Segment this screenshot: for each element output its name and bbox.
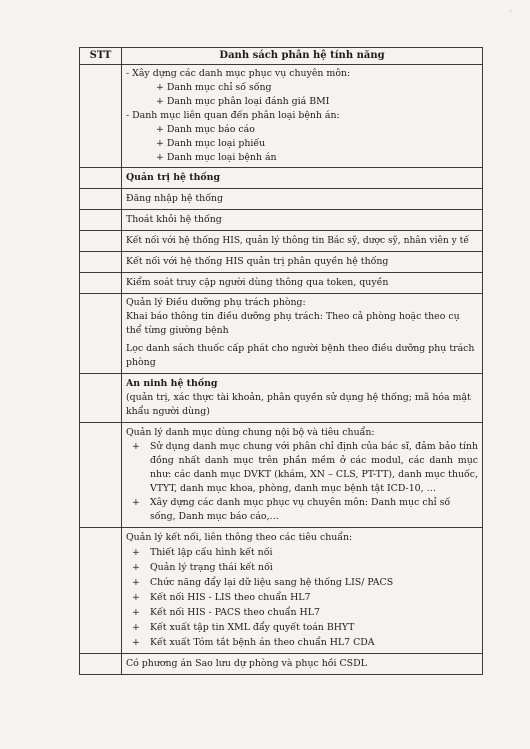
content-cell [122, 65, 483, 168]
list-item [126, 635, 478, 650]
bullet-text: Kết xuất Tóm tắt bệnh án theo chuẩn HL7 CDA [150, 637, 375, 648]
text-line: Quản lý Điều dưỡng phụ trách phòng: [126, 297, 306, 308]
feature-text: Có phương án Sao lưu dự phòng và phục hồi CSDL [126, 658, 367, 669]
table-row [80, 273, 483, 294]
stt-cell [80, 528, 122, 654]
content-cell [122, 423, 483, 528]
text-line: + Danh mục loại bệnh án [156, 152, 277, 163]
list-item [126, 560, 478, 575]
bullet-text: Kết xuất tập tin XML đẩy quyết toán BHYT [150, 622, 355, 633]
stt-cell [80, 654, 122, 675]
stt-cell [80, 210, 122, 231]
feature-text: Đăng nhập hệ thống [126, 193, 223, 204]
header-features: Danh sách phân hệ tính năng [122, 48, 483, 65]
content-cell [122, 294, 483, 374]
feature-text: Thoát khỏi hệ thống [126, 214, 222, 225]
stt-cell [80, 168, 122, 189]
bullet-text: Thiết lập cấu hình kết nối [150, 547, 273, 558]
table-row [80, 528, 483, 654]
text-line: - Xây dựng các danh mục phục vụ chuyên môn: [126, 68, 351, 79]
bullet-text: Chức năng đẩy lại dữ liệu sang hệ thống LIS/ PACS [150, 577, 394, 588]
stt-cell [80, 374, 122, 423]
list-item [126, 545, 478, 560]
text-line: Quản lý kết nối, liên thông theo các tiêu chuẩn: [126, 532, 353, 543]
bullet-mark: + [132, 441, 140, 452]
stt-cell [80, 231, 122, 252]
text-line: + Danh mục phân loại đánh giá BMI [156, 96, 330, 107]
section-title: Quản trị hệ thống [126, 172, 221, 183]
bullet-mark: + [132, 637, 140, 648]
stt-cell [80, 294, 122, 374]
table-header-row [80, 48, 483, 65]
content-cell [122, 168, 483, 189]
text-line: + Danh mục loại phiếu [156, 138, 266, 149]
text-line: - Danh mục liên quan đến phân loại bệnh án: [126, 110, 340, 121]
feature-text: Kiểm soát truy cập người dùng thông qua token, quyền [126, 277, 389, 288]
content-cell [122, 189, 483, 210]
table-row [80, 654, 483, 675]
list-item [126, 590, 478, 605]
bullet-mark: + [132, 607, 140, 618]
list-item [126, 605, 478, 620]
stt-cell [80, 65, 122, 168]
bullet-text: Kết nối HIS - LIS theo chuẩn HL7 [150, 592, 311, 603]
table-row [80, 252, 483, 273]
bullet-mark: + [132, 562, 140, 573]
list-item [126, 440, 478, 496]
text-line: Khai báo thông tin điều dưỡng phụ trách: Theo cả phòng hoặc theo cụ thể từng giường bệnh [126, 311, 460, 336]
feature-text: Kết nối với hệ thống HIS quản trị phân quyền hệ thống [126, 256, 389, 267]
bullet-mark: + [132, 592, 140, 603]
table-row [80, 294, 483, 374]
stt-cell [80, 423, 122, 528]
table-row [80, 231, 483, 252]
section-title: An ninh hệ thống [126, 378, 218, 389]
stt-cell [80, 252, 122, 273]
bullet-text: Kết nối HIS - PACS theo chuẩn HL7 [150, 607, 320, 618]
feature-text: Kết nối với hệ thống HIS, quản lý thông tin Bác sỹ, dược sỹ, nhân viên y tế [126, 236, 469, 246]
content-cell [122, 273, 483, 294]
bullet-mark: + [132, 547, 140, 558]
content-cell [122, 210, 483, 231]
text-line: + Danh mục chỉ số sống [156, 82, 272, 93]
table-row [80, 189, 483, 210]
text-line: + Danh mục báo cáo [156, 124, 255, 135]
table-row [80, 168, 483, 189]
bullet-mark: + [132, 497, 140, 508]
feature-table [79, 47, 483, 675]
list-item [126, 496, 478, 524]
page-corner-mark: ◦ [508, 6, 512, 16]
content-cell [122, 528, 483, 654]
text-line: (quản trị, xác thực tài khoản, phân quyền sử dụng hệ thống; mã hóa mật khẩu người dùng) [126, 392, 471, 417]
content-cell [122, 231, 483, 252]
bullet-mark: + [132, 622, 140, 633]
table-row [80, 210, 483, 231]
table-row [80, 65, 483, 168]
header-stt: STT [80, 48, 122, 65]
table-row [80, 374, 483, 423]
bullet-text: Quản lý trạng thái kết nối [150, 562, 273, 573]
text-line: Quản lý danh mục dùng chung nội bộ và tiêu chuẩn: [126, 427, 375, 438]
stt-cell [80, 273, 122, 294]
bullet-text: Sử dụng danh mục chung với phân chỉ định của bác sĩ, đảm bảo tính đồng nhất danh mục trên phần mềm ở các modul, các danh mục như: các danh mục DVKT (khám, XN – CLS, PT-TT), danh mục thuốc, VTYT, danh mục khoa, phòng, danh mục bệnh tật ICD-10, … [150, 441, 478, 494]
content-cell [122, 654, 483, 675]
list-item [126, 620, 478, 635]
bullet-mark: + [132, 577, 140, 588]
content-cell [122, 374, 483, 423]
text-line: Lọc danh sách thuốc cấp phát cho người bệnh theo điều dưỡng phụ trách phòng [126, 343, 475, 368]
table-row [80, 423, 483, 528]
content-cell [122, 252, 483, 273]
stt-cell [80, 189, 122, 210]
list-item [126, 575, 478, 590]
bullet-text: Xây dựng các danh mục phục vụ chuyên môn: Danh mục chỉ số sống, Danh mục báo cáo,… [150, 497, 451, 522]
